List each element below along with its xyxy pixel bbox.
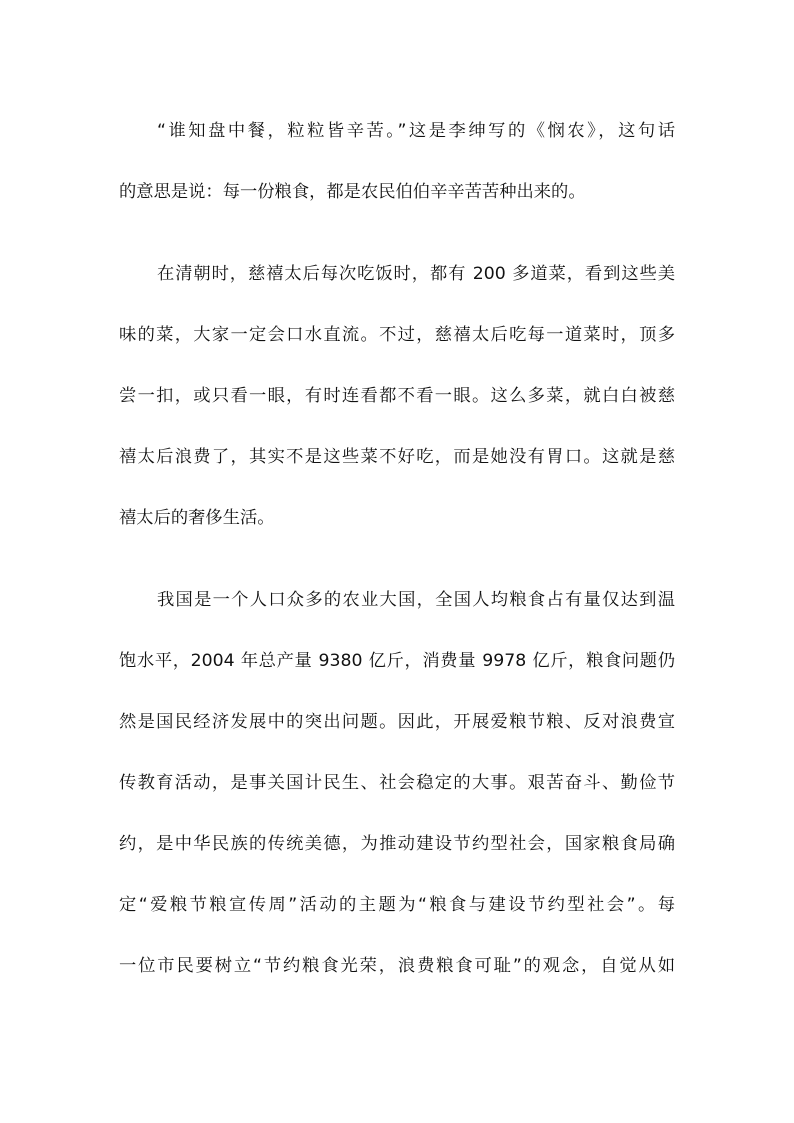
text-line: 我国是一个人口众多的农业大国，全国人均粮食占有量仅达到温 — [157, 590, 675, 610]
text-line: 尝一扣，或只看一眼，有时连看都不看一眼。这么多菜，就白白被慈 — [119, 386, 675, 406]
text-line: 禧太后浪费了，其实不是这些菜不好吃，而是她没有胃口。这就是慈 — [119, 447, 675, 467]
text-line: 的意思是说：每一份粮食，都是农民伯伯辛辛苦苦种出来的。 — [119, 182, 586, 202]
text-line: 传教育活动，是事关国计民生、社会稳定的大事。艰苦奋斗、勤俭节 — [119, 773, 675, 793]
text-line: “谁知盘中餐，粒粒皆辛苦。”这是李绅写的《悯农》，这句话 — [157, 121, 675, 141]
text-line: 定“爱粮节粮宣传周”活动的主题为“粮食与建设节约型社会”。每 — [119, 895, 675, 915]
text-line: 在清朝时，慈禧太后每次吃饭时，都有 200 多道菜，看到这些美 — [157, 264, 675, 284]
text-line: 禧太后的奢侈生活。 — [119, 508, 275, 528]
text-line: 然是国民经济发展中的突出问题。因此，开展爱粮节粮、反对浪费宣 — [119, 712, 675, 732]
text-line: 约，是中华民族的传统美德，为推动建设节约型社会，国家粮食局确 — [119, 834, 675, 854]
text-line: 饱水平，2004 年总产量 9380 亿斤，消费量 9978 亿斤，粮食问题仍 — [119, 651, 675, 671]
text-line: 一位市民要树立“节约粮食光荣，浪费粮食可耻”的观念，自觉从如 — [119, 956, 675, 976]
text-line: 味的菜，大家一定会口水直流。不过，慈禧太后吃每一道菜时，顶多 — [119, 325, 675, 345]
